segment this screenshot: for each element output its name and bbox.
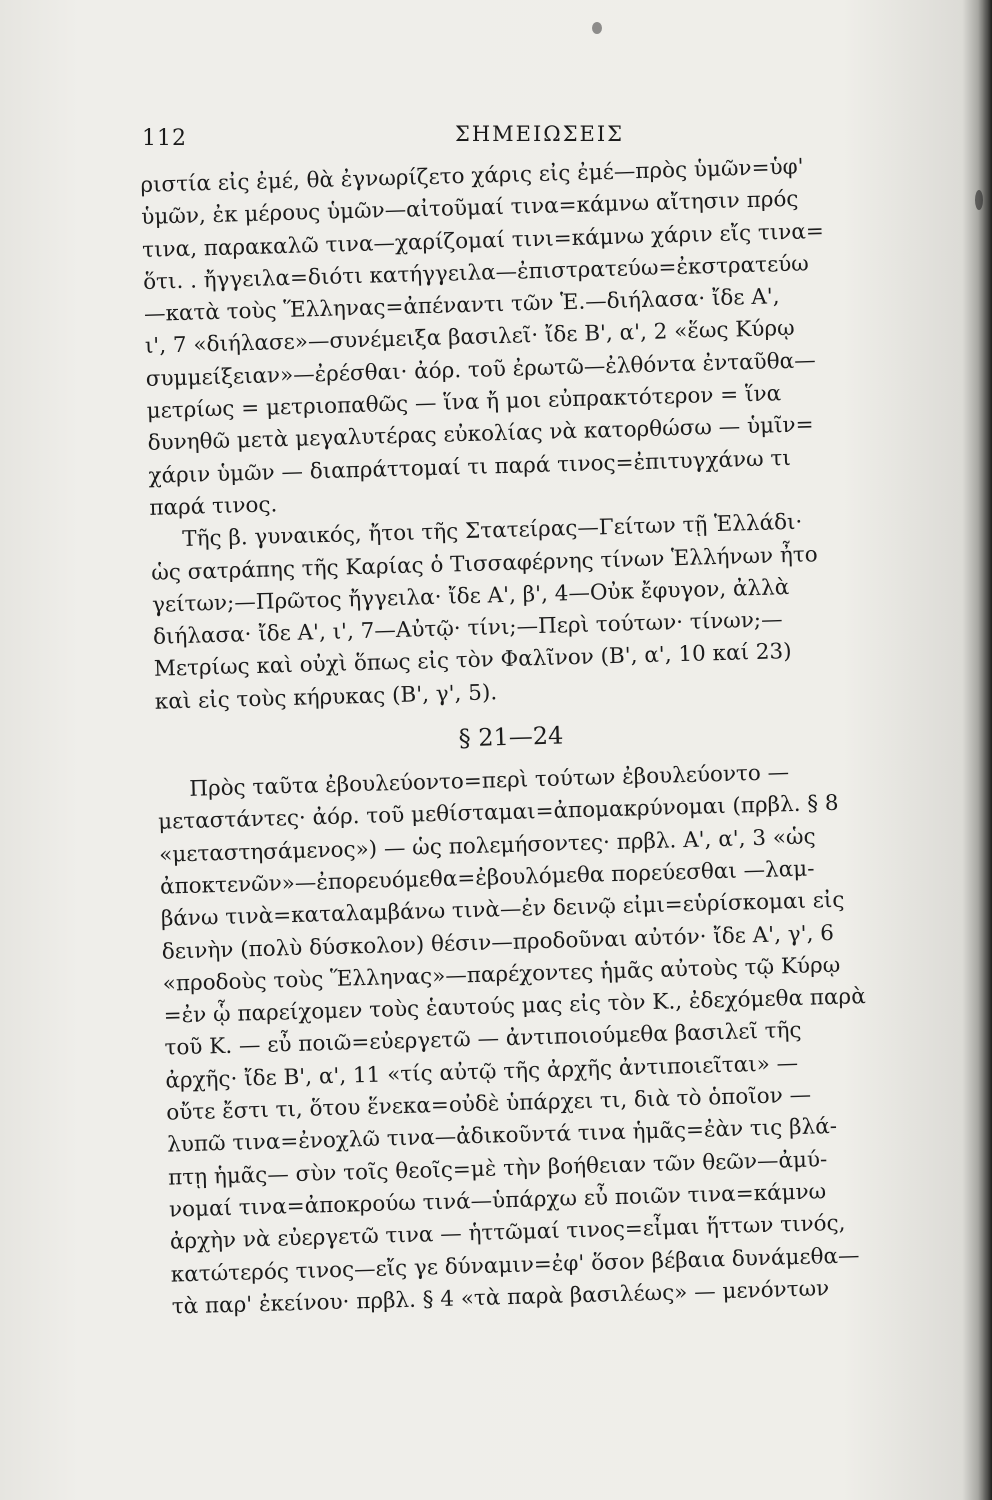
paragraph-1 [140,147,980,525]
text-line: μεταστάντες· ἀόρ. τοῦ μεθίσταμαι=ἀπομακρύνομαι (πρβλ. § 8 [157,791,839,836]
text-line: πτῃ ἡμᾶς— σὺν τοῖς θεοῖς=μὲ τὴν βοήθειαν τῶν θεῶν—ἀμύ- [167,1146,828,1191]
body-text [140,147,992,1324]
text-line: Πρὸς ταῦτα ἐβουλεύοντο=περὶ τούτων ἐβουλεύοντο — [188,760,790,802]
text-line: ὑμῶν, ἐκ μέρους ὑμῶν—αἰτοῦμαί τινα=κάμνω αἴτησιν πρός [140,186,799,231]
section-heading: § 21—24 [458,721,564,753]
text-line: ἀρχῆς· ἴδε Β', α', 11 «τίς αὐτῷ τῆς ἀρχῆς ἀντιποιεῖται» — [165,1050,799,1094]
text-line: μετρίως = μετριοπαθῶς — ἵνα ἤ μοι εὐπρακτότερον = ἵνα [146,381,782,424]
text-line: =ἐν ᾧ παρείχομεν τοὺς ἑαυτούς μας εἰς τὸν Κ., ἐδεχόμεθα παρὰ [163,984,867,1029]
text-line: διήλασα· ἴδε Α', ι', 7—Αὐτῷ· τίνι;—Περὶ τούτων· τίνων;— [152,607,783,650]
text-line: Τῆς β. γυναικός, ἤτοι τῆς Στατείρας—Γείτων τῇ Ἑλλάδι· [181,509,803,553]
text-line: δεινὴν (πολὺ δύσκολον) θέσιν—προδοῦναι αὐτόν· ἴδε Α', γ', 6 [161,920,835,965]
paragraph-3 [157,752,992,1324]
text-line: καὶ εἰς τοὺς κήρυκας (Β', γ', 5). [154,679,498,715]
ink-speck [592,22,602,34]
text-line: ἀποκτενῶν»—ἐπορευόμεθα=ἐβουλόμεθα πορεύεσθαι —λαμ- [159,856,815,900]
text-line: «μεταστησάμενος») — ὡς πολεμήσοντες· πρβλ. Α', α', 3 «ὡς [158,824,816,868]
text-line: γείτων;—Πρῶτος ἤγγειλα· ἴδε Α', β', 4—Οὐκ ἔφυγον, ἀλλὰ [151,574,790,618]
paragraph-2 [150,502,985,719]
ink-speck [975,190,983,210]
text-line: Μετρίως καὶ οὐχὶ ὅπως εἰς τὸν Φαλῖνον (Β', α', 10 καί 23) [153,639,792,683]
text-line: κατώτερός τινος—εἴς γε δύναμιν=ἐφ' ὅσον βέβαια δυνάμεθα— [170,1242,860,1288]
text-line: τινα, παρακαλῶ τινα—χαρίζομαί τινι=κάμνω χάριν εἴς τινα= [141,218,825,263]
running-title: ΣΗΜΕΙΩΣΕΙΣ [455,122,625,146]
text-line: ὡς σατράπης τῆς Καρίας ὁ Τισσαφέρνης τίνων Ἑλλήνων ἦτο [150,541,818,586]
page-number: 112 [142,126,187,151]
text-line: χάριν ὑμῶν — διαπράττομαί τι παρά τινος=ἐπιτυγχάνω τι [148,445,792,489]
text-line: τοῦ Κ. — εὖ ποιῶ=εὐεργετῶ — ἀντιποιούμεθα βασιλεῖ τῆς [164,1018,802,1062]
text-line: τὰ παρ' ἐκείνου· πρβλ. § 4 «τὰ παρὰ βασιλέως» — μενόντων [171,1275,830,1320]
text-line: λυπῶ τινα=ἐνοχλῶ τινα—ἀδικοῦντά τινα ἡμᾶς=ἐὰν τις βλά- [166,1114,838,1158]
text-line: ἀρχὴν νὰ εὐεργετῶ τινα — ἡττῶμαί τινος=εἶμαι ἥττων τινός, [169,1210,846,1255]
text-line: νομαί τινα=ἀποκρούω τινά—ὑπάρχω εὖ ποιῶν τινα=κάμνω [168,1179,827,1223]
text-line: «προδοὺς τοὺς Ἕλληνας»—παρέχοντες ἡμᾶς αὐτοὺς τῷ Κύρῳ [162,952,841,997]
text-line: συμμείξειαν»—ἐρέσθαι· ἀόρ. τοῦ ἐρωτῶ—ἐλθόντα ἐνταῦθα— [145,347,816,392]
text-line: βάνω τινὰ=καταλαμβάνω τινὰ—ἐν δεινῷ εἰμι=εὑρίσκομαι εἰς [160,887,845,932]
text-line: δυνηθῶ μετὰ μεγαλυτέρας εὐκολίας νὰ κατορθώσω — ὑμῖν= [147,412,814,457]
text-line: ὅτι. . ἤγγειλα=διότι κατήγγειλα—ἐπιστρατεύω=ἐκστρατεύω [142,251,810,295]
text-line: —κατὰ τοὺς Ἕλληνας=ἀπέναντι τῶν Ἑ.—διήλασα· ἴδε Α', [143,284,780,328]
text-line: παρά τινος. [149,492,278,521]
text-line: ριστία εἰς ἐμέ, θὰ ἐγνωρίζετο χάρις εἰς ἐμέ—πρὸς ὑμῶν=ὑφ' [140,154,804,198]
text-line: οὔτε ἔστι τι, ὅτου ἕνεκα=οὐδὲ ὑπάρχει τι, διὰ τὸ ὁποῖον — [165,1082,812,1126]
text-line: ι', 7 «διήλασε»—συνέμειξα βασιλεῖ· ἴδε Β', α', 2 «ἕως Κύρῳ [144,316,795,360]
